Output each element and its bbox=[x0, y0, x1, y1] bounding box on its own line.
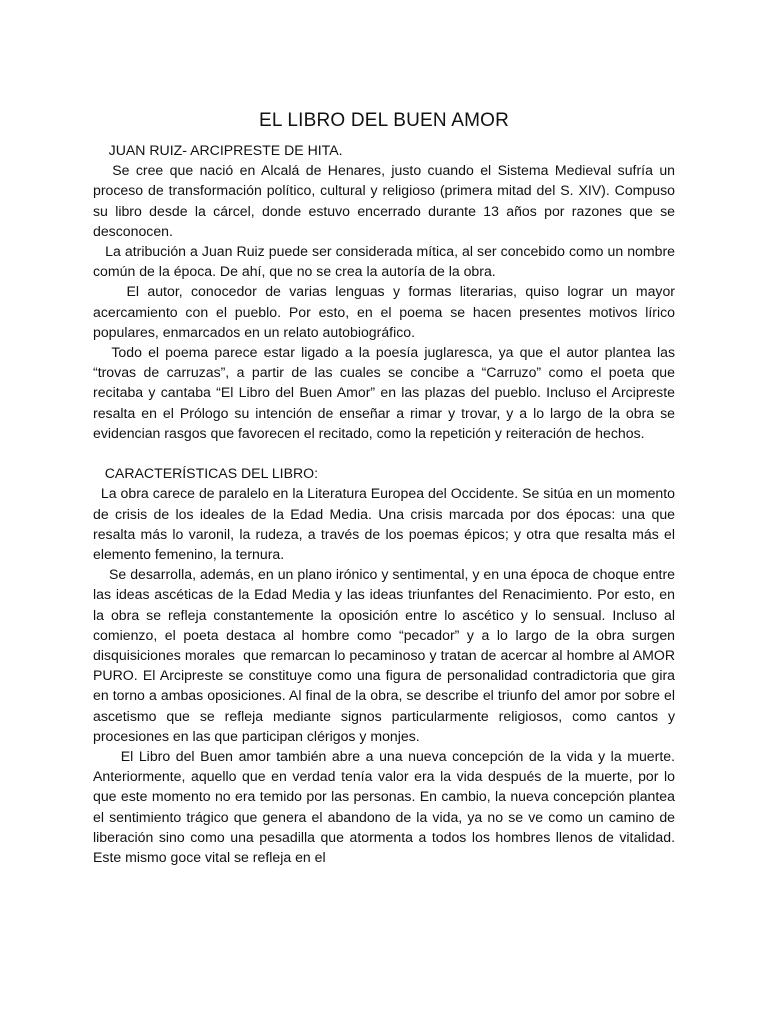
paragraph-birth: Se cree que nació en Alcalá de Henares, justo cuando el Sistema Medieval sufría un proceso de transformación político, cultural y religioso (primera mitad del S. XIV). Compuso su libro desde la cárcel, donde estuvo encerrado durante 13 años por razones que se desconocen. bbox=[93, 162, 679, 239]
author-heading: JUAN RUIZ- ARCIPRESTE DE HITA. bbox=[93, 142, 343, 158]
document-body bbox=[93, 140, 679, 867]
paragraph-author: El autor, conocedor de varias lenguas y formas literarias, quiso lograr un mayor acercamiento con el pueblo. Por esto, en el poema se hacen presentes motivos lírico populares, enmarcados en un relato autobiográfico. bbox=[93, 283, 679, 340]
document-title: EL LIBRO DEL BUEN AMOR bbox=[258, 110, 510, 131]
paragraph-context: La obra carece de paralelo en la Literatura Europea del Occidente. Se sitúa en un momento de crisis de los ideales de la Edad Media. Una crisis marcada por dos épocas: una que resalta más lo varonil, la rudeza, a través de los poemas épicos; y otra que resalta más el elemento femenino, la ternura. bbox=[93, 485, 679, 563]
blank-line bbox=[93, 443, 675, 463]
paragraph-attribution: La atribución a Juan Ruiz puede ser considerada mítica, al ser concebido como un nombre común de la época. De ahí, que no se crea la autoría de la obra. bbox=[93, 243, 679, 280]
section-heading: CARACTERÍSTICAS DEL LIBRO: bbox=[93, 465, 319, 482]
paragraph-juglaresca: Todo el poema parece estar ligado a la poesía juglaresca, ya que el autor plantea las “trovas de carruzas”, a partir de las cuales se concibe a “Carruzo” como el poeta que recitaba y cantaba “El Libro del Buen Amor” en las plazas del pueblo. Incluso el Arcipreste resalta en el Prólogo su intención de enseñar a rimar y trovar, y a lo largo de la obra se evidencian rasgos que favorecen el recitado, como la repetición y reiteración de hechos. bbox=[93, 344, 679, 441]
paragraph-life-death: El Libro del Buen amor también abre a una nueva concepción de la vida y la muerte. Anteriormente, aquello que en verdad tenía valor era la vida después de la muerte, por lo que este momento no era temido por las personas. En cambio, la nueva concepción plantea el sentimiento trágico que genera el abandono de la vida, ya no se ve como un camino de liberación sino como una pesadilla que atormenta a todos los hombres llenos de vitalidad. Este mismo goce vital se refleja en el bbox=[93, 748, 679, 866]
paragraph-ironic-plane: Se desarrolla, además, en un plano irónico y sentimental, y en una época de choque entre las ideas ascéticas de la Edad Media y las ideas triunfantes del Renacimiento. Por esto, en la obra se refleja constantemente la oposición entre lo ascético y lo sensual. Incluso al comienzo, el poeta destaca al hombre como “pecador” y a lo largo de la obra surgen disquisiciones morales que remarcan lo pecaminoso y tratan de acercar al hombre al AMOR PURO. El Arcipreste se constituye como una figura de personalidad contradictoria que gira en torno a ambas oposiciones. Al final de la obra, se describe el triunfo del amor por sobre el ascetismo que se refleja mediante signos particularmente religiosos, como cantos y procesiones en las que participan clérigos y monjes. bbox=[93, 566, 679, 744]
